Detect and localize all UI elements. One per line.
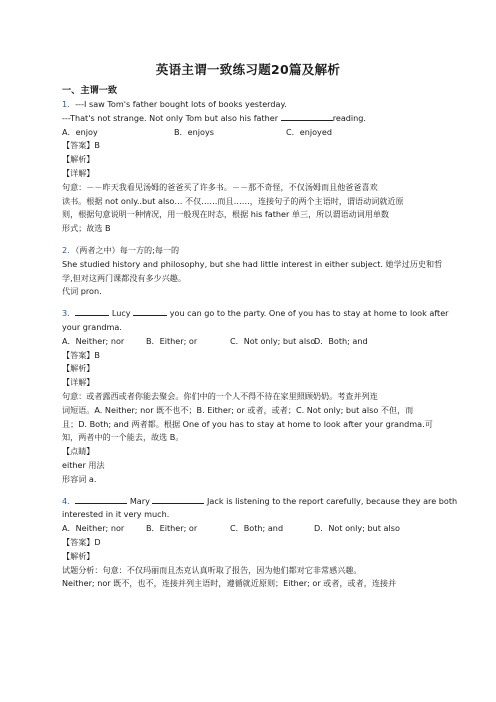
option-d: D．Both; and xyxy=(314,335,368,346)
q4-explanation-line: Neither; nor 既不，也不，连接并列主语时，遵循就近原则；Either; or 或者，或者，连接并 xyxy=(62,578,397,589)
q1-answer: 【答案】B xyxy=(62,140,100,151)
q2-line3: 学,但对这两门课都没有多少兴趣。 xyxy=(62,272,186,283)
page-title: 英语主谓一致练习题20篇及解析 xyxy=(155,62,341,77)
q4-explanation-line: 试题分析：句意：不仅玛丽而且杰克认真听取了报告，因为他们都对它非常感兴趣。 xyxy=(62,564,362,575)
option-b: B．Either; or xyxy=(146,523,198,534)
q3-explanation-line: 句意：或者露西或者你能去聚会。你们中的一个人不得不待在家里照顾奶奶。考查并列连 xyxy=(62,390,378,401)
option-c: C．Not only; but also xyxy=(230,335,316,346)
q4-number: 4． xyxy=(62,495,76,506)
option-a: A．Neither; nor xyxy=(62,335,125,346)
q3-explanation-line: 知，两者中的一个能去，故选 B。 xyxy=(62,432,184,443)
q3-answer: 【答案】B xyxy=(62,349,100,360)
q2-line1: 2．（两者之中）每一方的;每一的 xyxy=(62,244,180,255)
q3-explanation-line: 词短语。A. Neither; nor 既不也不；B. Either; or 或者，或者；C. Not only; but also 不但，而 xyxy=(62,404,414,415)
q1-explanation-line: 形式；故选 B xyxy=(62,223,111,234)
q1-line2: ---That's not strange. Not only Tom but also his father reading. xyxy=(62,112,367,123)
section-heading: 一、主谓一致 xyxy=(62,85,118,96)
q4-answer: 【答案】D xyxy=(62,536,101,547)
q3-line2: your grandma. xyxy=(62,321,122,332)
q3-line1: 3． Lucy you can go to the party. One of you has to stay at home to look after xyxy=(62,308,449,319)
option-c: C．Both; and xyxy=(230,523,284,534)
q1-explanation-line: 读书。根据 not only..but also… 不仅……而且……，连接句子的两个主语时，谓语动词就近原 xyxy=(62,195,404,206)
q3-note: 形容词 a. xyxy=(62,473,97,484)
answer-blank xyxy=(75,307,109,316)
q1-detail-label: 【详解】 xyxy=(62,167,95,178)
answer-blank xyxy=(152,495,204,504)
answer-blank xyxy=(281,112,333,121)
q4-options xyxy=(62,522,430,536)
q4-line1: 4． Mary Jack is listening to the report carefully, because they are both xyxy=(62,495,458,506)
option-a: A．enjoy xyxy=(62,126,98,137)
q1-analysis-label: 【解析】 xyxy=(62,154,95,165)
q3-point-label: 【点睛】 xyxy=(62,446,95,457)
answer-blank xyxy=(75,495,127,504)
option-d: D．Not only; but also xyxy=(314,523,400,534)
option-b: B．enjoys xyxy=(174,126,214,137)
option-c: C．enjoyed xyxy=(286,126,332,137)
option-b: B．Either; or xyxy=(146,335,198,346)
q3-options xyxy=(62,335,430,349)
q1-number: 1． xyxy=(62,99,76,109)
q3-note: either 用法 xyxy=(62,459,105,470)
q3-detail-label: 【详解】 xyxy=(62,377,95,388)
q3-explanation-line: 且；D. Both; and 两者都。根据 One of you has to stay at home to look after your grandma.可 xyxy=(62,418,433,429)
q2-line2: She studied history and philosophy, but she had little interest in either subject. 她学过历史和哲 xyxy=(62,258,443,269)
option-a: A．Neither; nor xyxy=(62,523,125,534)
q2-line4: 代词 pron. xyxy=(62,286,102,297)
q4-line2: interested in it very much. xyxy=(62,509,170,520)
q3-analysis-label: 【解析】 xyxy=(62,363,95,374)
q4-analysis-label: 【解析】 xyxy=(62,550,95,561)
q2-number: 2． xyxy=(62,244,76,255)
q1-line1: 1．---I saw Tom's father bought lots of books yesterday. xyxy=(62,99,287,109)
answer-blank xyxy=(133,307,167,316)
document-body xyxy=(62,84,458,591)
q1-options xyxy=(62,126,430,140)
q3-number: 3． xyxy=(62,308,76,319)
q1-explanation-line: 则，根据句意说明一种情况，用一般现在时态，根据 his father 单三，所以谓语动词用单数 xyxy=(62,209,390,220)
q1-explanation-line: 句意：－－昨天我看见汤姆的爸爸买了许多书。－－那不奇怪，不仅汤姆而且他爸爸喜欢 xyxy=(62,181,378,192)
